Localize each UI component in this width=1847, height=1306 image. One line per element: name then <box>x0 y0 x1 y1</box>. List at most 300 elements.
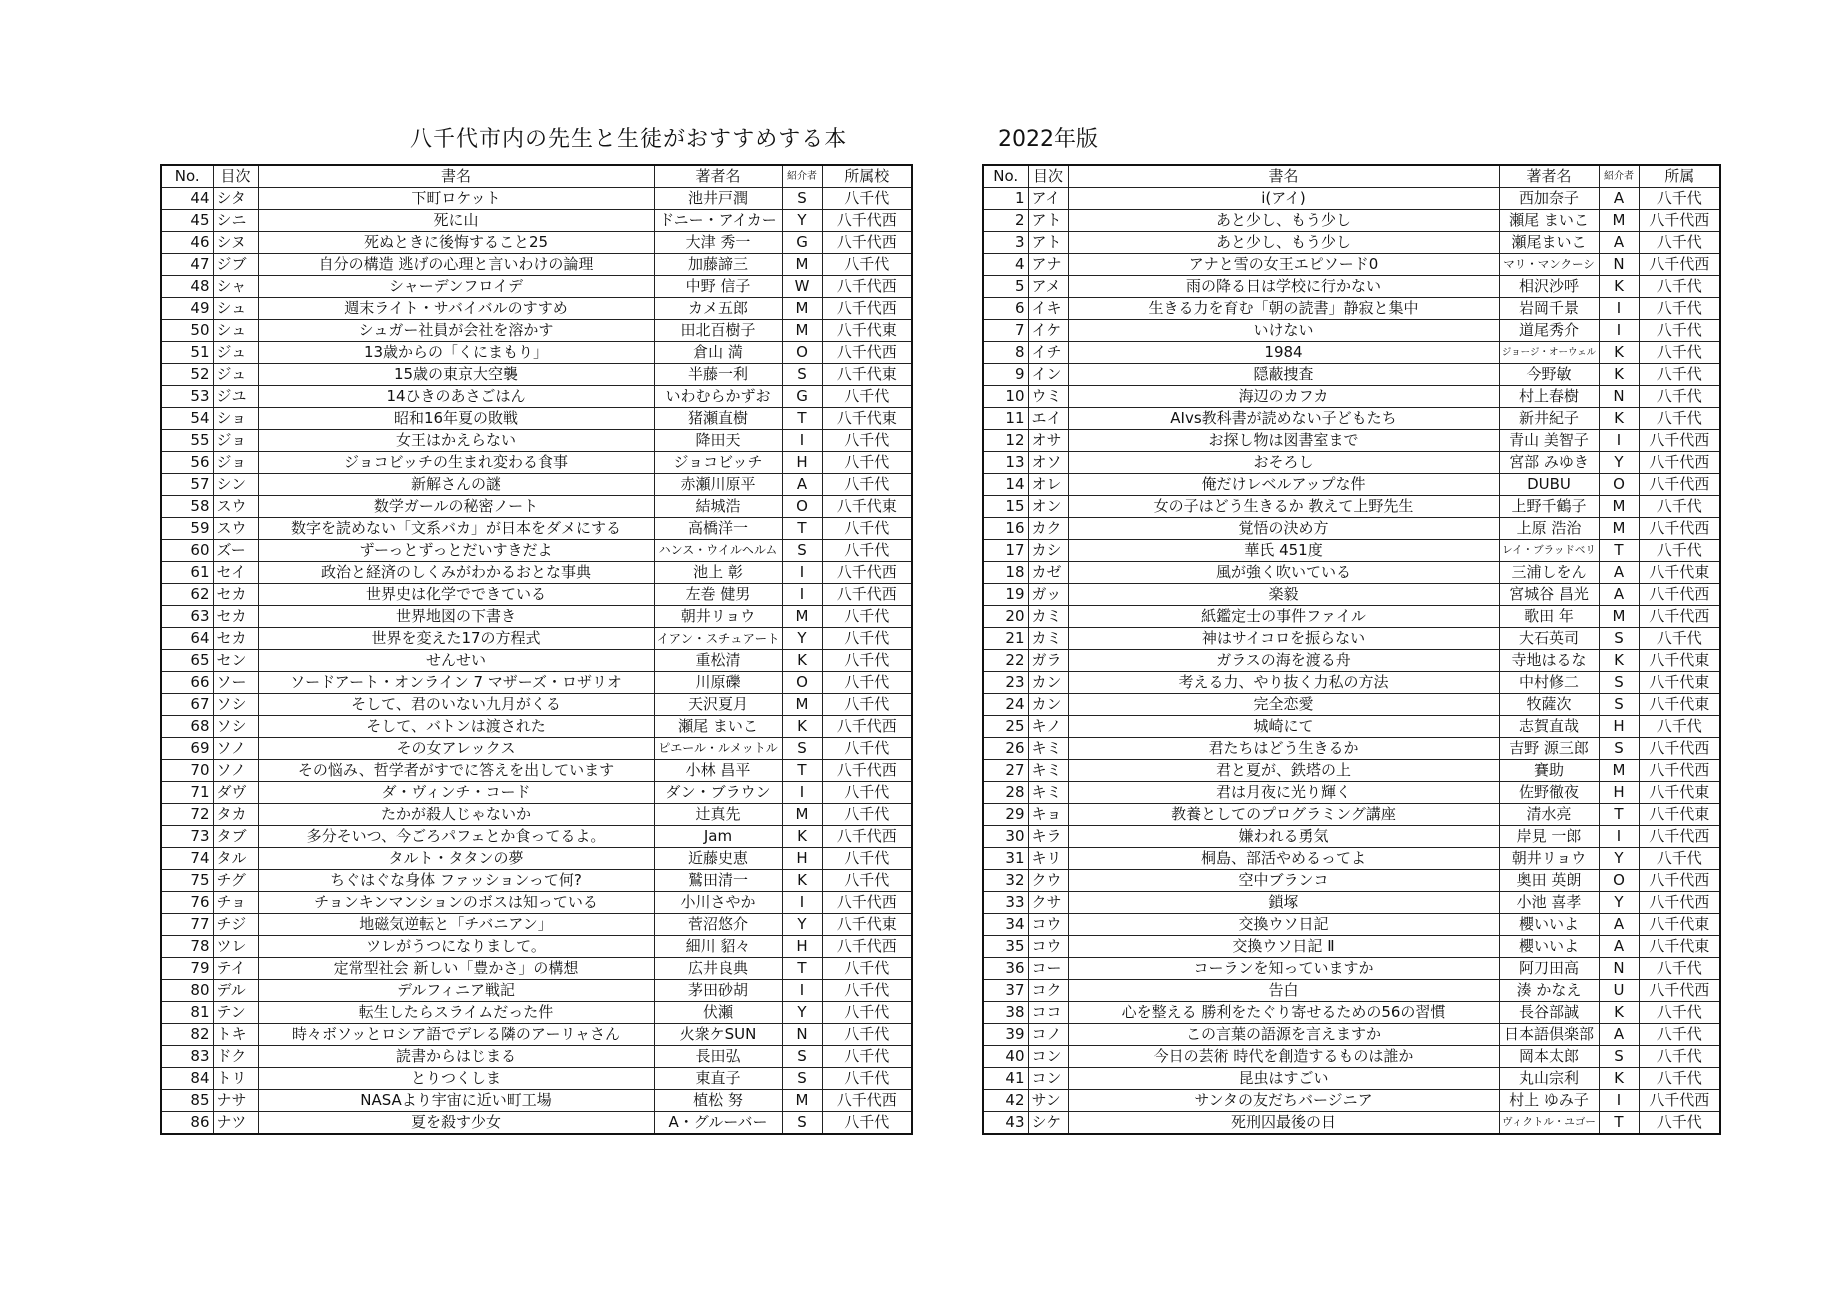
book-author: 小川さやか <box>654 892 782 914</box>
school-name: 八千代 <box>1639 628 1720 650</box>
book-title: 教養としてのプログラミング講座 <box>1068 804 1499 826</box>
school-name: 八千代西 <box>822 826 912 848</box>
referrer-code: S <box>782 540 822 562</box>
row-index: カク <box>1028 518 1068 540</box>
book-title: 神はサイコロを振らない <box>1068 628 1499 650</box>
header-referrer: 紹介者 <box>1599 165 1639 188</box>
school-name: 八千代西 <box>1639 870 1720 892</box>
referrer-code: T <box>1599 540 1639 562</box>
school-name: 八千代 <box>1639 958 1720 980</box>
row-number: 1 <box>983 188 1028 210</box>
row-index: トキ <box>213 1024 258 1046</box>
row-number: 36 <box>983 958 1028 980</box>
book-author: 鷲田清一 <box>654 870 782 892</box>
referrer-code: T <box>782 760 822 782</box>
book-author: 田北百樹子 <box>654 320 782 342</box>
table-row <box>161 1046 912 1068</box>
table-row <box>161 1068 912 1090</box>
book-table-left <box>160 164 913 1135</box>
referrer-code: M <box>1599 518 1639 540</box>
table-row <box>983 892 1720 914</box>
row-index: コン <box>1028 1068 1068 1090</box>
referrer-code: S <box>1599 694 1639 716</box>
row-number: 77 <box>161 914 213 936</box>
book-author: 朝井リョウ <box>1499 848 1599 870</box>
referrer-code: O <box>782 672 822 694</box>
row-index: チジ <box>213 914 258 936</box>
book-author: イアン・スチュアート <box>654 628 782 650</box>
table-row <box>983 1090 1720 1112</box>
row-index: キョ <box>1028 804 1068 826</box>
row-number: 19 <box>983 584 1028 606</box>
row-index: ガッ <box>1028 584 1068 606</box>
table-row <box>983 936 1720 958</box>
row-number: 23 <box>983 672 1028 694</box>
referrer-code: K <box>1599 364 1639 386</box>
row-number: 34 <box>983 914 1028 936</box>
book-author: ドニー・アイカー <box>654 210 782 232</box>
row-index: ソノ <box>213 738 258 760</box>
referrer-code: M <box>1599 760 1639 782</box>
school-name: 八千代西 <box>1639 892 1720 914</box>
school-name: 八千代 <box>822 848 912 870</box>
book-author: 火衆ケSUN <box>654 1024 782 1046</box>
school-name: 八千代 <box>1639 386 1720 408</box>
referrer-code: I <box>782 430 822 452</box>
referrer-code: S <box>782 1046 822 1068</box>
table-row <box>161 562 912 584</box>
row-index: ズー <box>213 540 258 562</box>
referrer-code: Y <box>782 1002 822 1024</box>
book-author: 小林 昌平 <box>654 760 782 782</box>
school-name: 八千代 <box>1639 408 1720 430</box>
book-title: 楽毅 <box>1068 584 1499 606</box>
referrer-code: M <box>782 606 822 628</box>
school-name: 八千代 <box>822 430 912 452</box>
referrer-code: A <box>1599 1024 1639 1046</box>
book-author: 中村修二 <box>1499 672 1599 694</box>
table-row <box>983 1112 1720 1135</box>
table-row <box>161 1090 912 1112</box>
school-name: 八千代東 <box>1639 782 1720 804</box>
school-name: 八千代 <box>1639 496 1720 518</box>
book-author: 青山 美智子 <box>1499 430 1599 452</box>
row-index: セイ <box>213 562 258 584</box>
book-title: ちぐはぐな身体 ファッションって何? <box>258 870 654 892</box>
row-index: ジョ <box>213 452 258 474</box>
school-name: 八千代東 <box>1639 694 1720 716</box>
header-title: 書名 <box>258 165 654 188</box>
book-title: 交換ウソ日記 <box>1068 914 1499 936</box>
book-author: 細川 貂々 <box>654 936 782 958</box>
table-row <box>161 892 912 914</box>
book-title: ダ・ヴィンチ・コード <box>258 782 654 804</box>
school-name: 八千代西 <box>1639 474 1720 496</box>
table-row <box>983 430 1720 452</box>
row-index: キラ <box>1028 826 1068 848</box>
referrer-code: I <box>782 782 822 804</box>
book-title: チョンキンマンションのボスは知っている <box>258 892 654 914</box>
book-title: そして、君のいない九月がくる <box>258 694 654 716</box>
book-author: 半藤一利 <box>654 364 782 386</box>
row-index: シュ <box>213 298 258 320</box>
referrer-code: M <box>782 298 822 320</box>
book-title: 数字を読めない「文系バカ」が日本をダメにする <box>258 518 654 540</box>
header-no: No. <box>161 165 213 188</box>
referrer-code: O <box>1599 870 1639 892</box>
referrer-code: A <box>1599 562 1639 584</box>
book-author: 長田弘 <box>654 1046 782 1068</box>
row-index: コウ <box>1028 936 1068 958</box>
referrer-code: A <box>1599 188 1639 210</box>
referrer-code: Y <box>782 628 822 650</box>
row-number: 5 <box>983 276 1028 298</box>
book-author: 櫻いいよ <box>1499 936 1599 958</box>
book-title: 新解さんの謎 <box>258 474 654 496</box>
row-number: 12 <box>983 430 1028 452</box>
row-index: ソシ <box>213 716 258 738</box>
book-author: いわむらかずお <box>654 386 782 408</box>
book-title: 数学ガールの秘密ノート <box>258 496 654 518</box>
book-title: ガラスの海を渡る舟 <box>1068 650 1499 672</box>
school-name: 八千代西 <box>1639 452 1720 474</box>
school-name: 八千代 <box>1639 1068 1720 1090</box>
school-name: 八千代 <box>822 870 912 892</box>
row-index: オソ <box>1028 452 1068 474</box>
book-title: せんせい <box>258 650 654 672</box>
row-index: ソノ <box>213 760 258 782</box>
school-name: 八千代東 <box>1639 804 1720 826</box>
referrer-code: M <box>782 1090 822 1112</box>
table-row <box>161 210 912 232</box>
referrer-code: S <box>782 188 822 210</box>
row-index: スウ <box>213 518 258 540</box>
table-row <box>983 606 1720 628</box>
table-row <box>983 408 1720 430</box>
referrer-code: S <box>782 364 822 386</box>
row-number: 61 <box>161 562 213 584</box>
row-number: 6 <box>983 298 1028 320</box>
book-title: 自分の構造 逃げの心理と言いわけの論理 <box>258 254 654 276</box>
row-index: タル <box>213 848 258 870</box>
row-index: トリ <box>213 1068 258 1090</box>
row-number: 15 <box>983 496 1028 518</box>
referrer-code: K <box>1599 342 1639 364</box>
book-author: 降田天 <box>654 430 782 452</box>
book-author: 広井良典 <box>654 958 782 980</box>
book-author: 相沢沙呼 <box>1499 276 1599 298</box>
row-index: イケ <box>1028 320 1068 342</box>
row-index: シャ <box>213 276 258 298</box>
school-name: 八千代西 <box>822 342 912 364</box>
school-name: 八千代西 <box>1639 584 1720 606</box>
book-title: タルト・タタンの夢 <box>258 848 654 870</box>
referrer-code: O <box>782 496 822 518</box>
table-row <box>983 1002 1720 1024</box>
referrer-code: K <box>1599 650 1639 672</box>
header-title: 書名 <box>1068 165 1499 188</box>
table-row <box>161 606 912 628</box>
row-index: ドク <box>213 1046 258 1068</box>
school-name: 八千代西 <box>1639 826 1720 848</box>
row-number: 54 <box>161 408 213 430</box>
referrer-code: M <box>782 694 822 716</box>
book-author: 歌田 年 <box>1499 606 1599 628</box>
book-author: 宮城谷 昌光 <box>1499 584 1599 606</box>
row-index: エイ <box>1028 408 1068 430</box>
book-title: 桐島、部活やめるってよ <box>1068 848 1499 870</box>
book-author: 岡本太郎 <box>1499 1046 1599 1068</box>
row-number: 75 <box>161 870 213 892</box>
book-title: おそろし <box>1068 452 1499 474</box>
table-row <box>161 672 912 694</box>
row-index: イチ <box>1028 342 1068 364</box>
table-row <box>161 980 912 1002</box>
table-row <box>983 694 1720 716</box>
school-name: 八千代 <box>822 452 912 474</box>
table-row <box>161 298 912 320</box>
book-author: 佐野徹夜 <box>1499 782 1599 804</box>
referrer-code: H <box>782 848 822 870</box>
table-row <box>983 650 1720 672</box>
book-title: 心を整える 勝利をたぐり寄せるための56の習慣 <box>1068 1002 1499 1024</box>
referrer-code: I <box>1599 430 1639 452</box>
book-title: 世界地図の下書き <box>258 606 654 628</box>
school-name: 八千代 <box>822 1024 912 1046</box>
book-author: ピエール・ルメットル <box>654 738 782 760</box>
school-name: 八千代東 <box>822 408 912 430</box>
row-index: ソシ <box>213 694 258 716</box>
row-number: 14 <box>983 474 1028 496</box>
row-index: ジブ <box>213 254 258 276</box>
book-title: AIvs教科書が読めない子どもたち <box>1068 408 1499 430</box>
row-number: 60 <box>161 540 213 562</box>
row-number: 78 <box>161 936 213 958</box>
book-title: 13歳からの「くにまもり」 <box>258 342 654 364</box>
book-author: カメ五郎 <box>654 298 782 320</box>
row-index: コノ <box>1028 1024 1068 1046</box>
book-author: 清水亮 <box>1499 804 1599 826</box>
book-title: 女の子はどう生きるか 教えて上野先生 <box>1068 496 1499 518</box>
referrer-code: I <box>782 892 822 914</box>
school-name: 八千代 <box>822 804 912 826</box>
table-row <box>161 452 912 474</box>
row-number: 28 <box>983 782 1028 804</box>
book-title: 覚悟の決め方 <box>1068 518 1499 540</box>
school-name: 八千代東 <box>822 914 912 936</box>
book-author: 中野 信子 <box>654 276 782 298</box>
school-name: 八千代 <box>1639 320 1720 342</box>
book-title: 生きる力を育む「朝の読書」静寂と集中 <box>1068 298 1499 320</box>
school-name: 八千代 <box>822 1112 912 1135</box>
row-number: 22 <box>983 650 1028 672</box>
row-number: 72 <box>161 804 213 826</box>
row-index: キミ <box>1028 738 1068 760</box>
row-index: シニ <box>213 210 258 232</box>
book-title: そして、バトンは渡された <box>258 716 654 738</box>
row-number: 43 <box>983 1112 1028 1135</box>
book-title: その悩み、哲学者がすでに答えを出しています <box>258 760 654 782</box>
school-name: 八千代 <box>822 188 912 210</box>
row-number: 81 <box>161 1002 213 1024</box>
book-author: 東直子 <box>654 1068 782 1090</box>
book-title: 地磁気逆転と「チバニアン」 <box>258 914 654 936</box>
book-title: 下町ロケット <box>258 188 654 210</box>
referrer-code: K <box>782 650 822 672</box>
row-index: カミ <box>1028 628 1068 650</box>
school-name: 八千代 <box>822 474 912 496</box>
row-number: 24 <box>983 694 1028 716</box>
school-name: 八千代東 <box>1639 562 1720 584</box>
book-author: 大石英司 <box>1499 628 1599 650</box>
row-number: 29 <box>983 804 1028 826</box>
row-index: アナ <box>1028 254 1068 276</box>
referrer-code: I <box>782 980 822 1002</box>
book-title: 夏を殺す少女 <box>258 1112 654 1135</box>
table-row <box>983 518 1720 540</box>
referrer-code: S <box>1599 672 1639 694</box>
book-author: ハンス・ウイルヘルム <box>654 540 782 562</box>
book-author: 牧薩次 <box>1499 694 1599 716</box>
book-author: 三浦しをん <box>1499 562 1599 584</box>
referrer-code: N <box>1599 958 1639 980</box>
row-number: 69 <box>161 738 213 760</box>
book-author: 瀬尾 まいこ <box>1499 210 1599 232</box>
school-name: 八千代 <box>1639 848 1720 870</box>
book-author: 瀬尾 まいこ <box>654 716 782 738</box>
row-number: 76 <box>161 892 213 914</box>
table-row <box>983 276 1720 298</box>
book-title: ずーっとずっとだいすきだよ <box>258 540 654 562</box>
book-author: 加藤諦三 <box>654 254 782 276</box>
table-row <box>983 980 1720 1002</box>
row-index: サン <box>1028 1090 1068 1112</box>
row-number: 53 <box>161 386 213 408</box>
book-author: 道尾秀介 <box>1499 320 1599 342</box>
school-name: 八千代 <box>1639 364 1720 386</box>
book-title: 華氏 451度 <box>1068 540 1499 562</box>
school-name: 八千代東 <box>1639 936 1720 958</box>
school-name: 八千代 <box>1639 342 1720 364</box>
row-index: スウ <box>213 496 258 518</box>
referrer-code: K <box>782 870 822 892</box>
table-row <box>983 870 1720 892</box>
table-row <box>161 1002 912 1024</box>
row-number: 82 <box>161 1024 213 1046</box>
referrer-code: N <box>1599 386 1639 408</box>
referrer-code: M <box>1599 210 1639 232</box>
book-author: 高橋洋一 <box>654 518 782 540</box>
row-number: 80 <box>161 980 213 1002</box>
referrer-code: I <box>1599 298 1639 320</box>
row-index: ジュ <box>213 342 258 364</box>
book-title: その女アレックス <box>258 738 654 760</box>
book-title: 雨の降る日は学校に行かない <box>1068 276 1499 298</box>
school-name: 八千代 <box>1639 276 1720 298</box>
school-name: 八千代西 <box>822 760 912 782</box>
book-title: 交換ウソ日記 Ⅱ <box>1068 936 1499 958</box>
book-title: たかが殺人じゃないか <box>258 804 654 826</box>
table-row <box>161 254 912 276</box>
row-number: 41 <box>983 1068 1028 1090</box>
book-title: 俺だけレベルアップな件 <box>1068 474 1499 496</box>
row-index: タカ <box>213 804 258 826</box>
book-author: 櫻いいよ <box>1499 914 1599 936</box>
row-index: ナツ <box>213 1112 258 1135</box>
row-number: 73 <box>161 826 213 848</box>
book-title: 死ぬときに後悔すること25 <box>258 232 654 254</box>
table-row <box>983 826 1720 848</box>
book-author: 伏瀬 <box>654 1002 782 1024</box>
referrer-code: I <box>1599 320 1639 342</box>
table-row <box>983 210 1720 232</box>
row-number: 56 <box>161 452 213 474</box>
book-author: 阿刀田高 <box>1499 958 1599 980</box>
row-index: シン <box>213 474 258 496</box>
table-row <box>983 1024 1720 1046</box>
book-author: 上原 浩治 <box>1499 518 1599 540</box>
referrer-code: S <box>1599 628 1639 650</box>
school-name: 八千代 <box>822 650 912 672</box>
row-number: 17 <box>983 540 1028 562</box>
table-row <box>983 738 1720 760</box>
row-index: ショ <box>213 408 258 430</box>
book-title: 時々ボソッとロシア語でデレる隣のアーリャさん <box>258 1024 654 1046</box>
book-author: 奥田 英朗 <box>1499 870 1599 892</box>
school-name: 八千代 <box>822 738 912 760</box>
row-index: イン <box>1028 364 1068 386</box>
book-author: Jam <box>654 826 782 848</box>
book-author: レイ・ブラッドベリ <box>1499 540 1599 562</box>
table-row <box>983 760 1720 782</box>
table-row <box>983 562 1720 584</box>
row-index: シヌ <box>213 232 258 254</box>
table-row <box>161 320 912 342</box>
table-header-row <box>983 165 1720 188</box>
table-row <box>161 386 912 408</box>
book-title: i(アイ) <box>1068 188 1499 210</box>
header-author: 著者名 <box>654 165 782 188</box>
referrer-code: M <box>782 254 822 276</box>
header-index: 目次 <box>213 165 258 188</box>
table-row <box>161 826 912 848</box>
referrer-code: H <box>1599 782 1639 804</box>
row-index: ジユ <box>213 386 258 408</box>
book-author: 池井戸潤 <box>654 188 782 210</box>
table-row <box>161 188 912 210</box>
table-row <box>983 342 1720 364</box>
row-index: カン <box>1028 672 1068 694</box>
row-index: ダヴ <box>213 782 258 804</box>
table-row <box>161 474 912 496</box>
row-number: 7 <box>983 320 1028 342</box>
book-author: 岸見 一郎 <box>1499 826 1599 848</box>
row-number: 45 <box>161 210 213 232</box>
row-number: 13 <box>983 452 1028 474</box>
referrer-code: A <box>1599 232 1639 254</box>
school-name: 八千代西 <box>1639 210 1720 232</box>
row-index: オサ <box>1028 430 1068 452</box>
book-title: アナと雪の女王エピソード0 <box>1068 254 1499 276</box>
table-row <box>161 782 912 804</box>
school-name: 八千代西 <box>1639 518 1720 540</box>
school-name: 八千代 <box>822 606 912 628</box>
row-index: ソー <box>213 672 258 694</box>
book-author: 日本語倶楽部 <box>1499 1024 1599 1046</box>
book-title: 告白 <box>1068 980 1499 1002</box>
referrer-code: M <box>1599 496 1639 518</box>
referrer-code: U <box>1599 980 1639 1002</box>
